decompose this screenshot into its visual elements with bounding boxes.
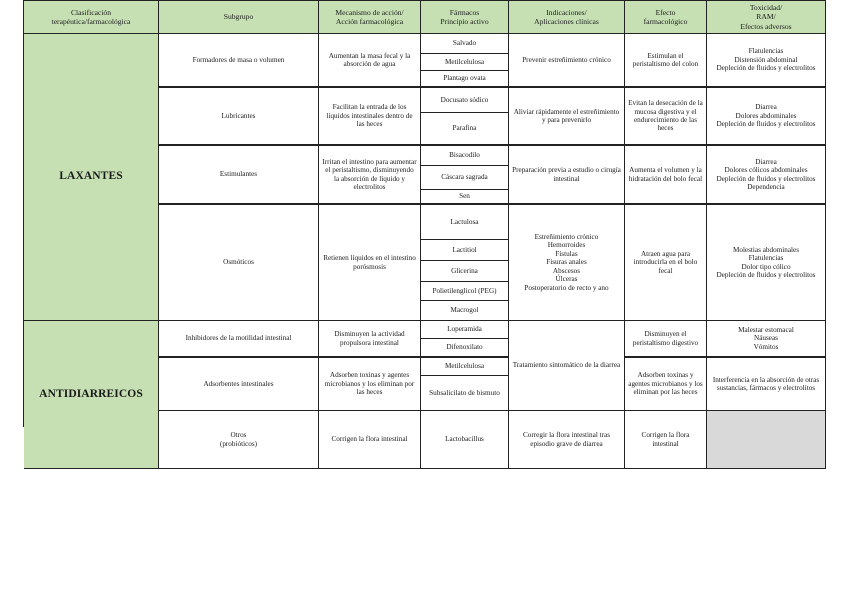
- toxicity-lubricantes: Diarrea Dolores abdominales Depleción de fluidos y electrolitos: [707, 88, 826, 146]
- indication-estimulantes: Preparación previa a estudio o cirugía intestinal: [509, 146, 625, 205]
- indication-otros: Corregir la flora intestinal tras episodio grave de diarrea: [509, 411, 625, 469]
- indication-lubricantes: Aliviar rápidamente el estreñimiento y para prevenirlo: [509, 88, 625, 146]
- header-effect: Efecto farmacológico: [625, 1, 707, 34]
- mechanism-masa: Aumentan la masa fecal y la absorción de agua: [319, 34, 421, 88]
- toxicity-masa: Flatulencias Distensión abdominal Depleción de fluidos y electrolitos: [707, 34, 826, 88]
- subgroup-osmoticos: Osmóticos: [159, 205, 319, 321]
- drug-cell: Macrogol: [421, 301, 509, 321]
- mechanism-osmoticos: Retienen líquidos en el intestino porósmosis: [319, 205, 421, 321]
- drug-cell: Metilcelulosa: [421, 54, 509, 71]
- header-mechanism: Mecanismo de acción/ Acción farmacológica: [319, 1, 421, 34]
- effect-otros: Corrigen la flora intestinal: [625, 411, 707, 469]
- drug-cell: Glicerina: [421, 261, 509, 282]
- drug-cell: Polietilenglicol (PEG): [421, 282, 509, 301]
- header-indications: Indicaciones/ Aplicaciones clínicas: [509, 1, 625, 34]
- effect-masa: Estimulan el peristaltismo del colon: [625, 34, 707, 88]
- toxicity-estimulantes: Diarrea Dolores cólicos abdominales Depleción de fluidos y electrolitos Dependencia: [707, 146, 826, 205]
- effect-motilidad: Disminuyen el peristaltismo digestivo: [625, 321, 707, 358]
- drug-cell: Parafina: [421, 113, 509, 146]
- header-classification: Clasificación terapéutica/farmacológica: [24, 1, 159, 34]
- effect-lubricantes: Evitan la desecación de la mucosa digestiva y el endurecimiento de las heces: [625, 88, 707, 146]
- header-subgroup: Subgrupo: [159, 1, 319, 34]
- subgroup-estimulantes: Estimulantes: [159, 146, 319, 205]
- indication-diarrea: Tratamiento sintomático de la diarrea: [509, 321, 625, 411]
- indication-masa: Prevenir estreñimiento crónico: [509, 34, 625, 88]
- drug-cell: Metilcelulosa: [421, 358, 509, 376]
- mechanism-otros: Corrigen la flora intestinal: [319, 411, 421, 469]
- effect-osmoticos: Atraen agua para introducirla en el bolo fecal: [625, 205, 707, 321]
- subgroup-masa: Formadores de masa o volumen: [159, 34, 319, 88]
- drug-cell: Lactobacillus: [421, 411, 509, 469]
- drug-cell: Plantago ovata: [421, 71, 509, 88]
- pharmacology-table: [23, 0, 826, 448]
- toxicity-osmoticos: Molestias abdominales Flatulencias Dolor tipo cólico Depleción de fluidos y electrolitos: [707, 205, 826, 321]
- mechanism-lubricantes: Facilitan la entrada de los líquidos intestinales dentro de las heces: [319, 88, 421, 146]
- subgroup-motilidad: Inhibidores de la motilidad intestinal: [159, 321, 319, 358]
- drug-cell: Lactulosa: [421, 205, 509, 240]
- header-toxicity: Toxicidad/ RAM/ Efectos adversos: [707, 1, 826, 34]
- mechanism-estimulantes: Irritan el intestino para aumentar el peristaltismo, disminuyendo la absorción de líquido y electrolitos: [319, 146, 421, 205]
- drug-cell: Cáscara sagrada: [421, 166, 509, 190]
- category-antidiarreicos: ANTIDIARREICOS: [24, 321, 159, 469]
- toxicity-adsorbentes: Interferencia en la absorción de otras sustancias, fármacos y electrolitos: [707, 358, 826, 411]
- drug-cell: Salvado: [421, 34, 509, 54]
- drug-cell: Difenoxilato: [421, 339, 509, 358]
- effect-adsorbentes: Adsorben toxinas y agentes microbianos y los eliminan por las heces: [625, 358, 707, 411]
- header-drugs: Fármacos Principio activo: [421, 1, 509, 34]
- toxicity-otros-empty: [707, 411, 826, 469]
- subgroup-otros: Otros (probióticos): [159, 411, 319, 469]
- drug-cell: Loperamida: [421, 321, 509, 339]
- indication-osmoticos: Estreñimiento crónico Hemorroides Fístulas Fisuras anales Abscesos Úlceras Postoperatorio de recto y ano: [509, 205, 625, 321]
- toxicity-motilidad: Malestar estomacal Náuseas Vómitos: [707, 321, 826, 358]
- subgroup-lubricantes: Lubricantes: [159, 88, 319, 146]
- category-laxantes: LAXANTES: [24, 34, 159, 321]
- subgroup-adsorbentes: Adsorbentes intestinales: [159, 358, 319, 411]
- drug-cell: Bisacodilo: [421, 146, 509, 166]
- effect-estimulantes: Aumenta el volumen y la hidratación del bolo fecal: [625, 146, 707, 205]
- drug-cell: Lactitiol: [421, 240, 509, 261]
- drug-cell: Sen: [421, 190, 509, 205]
- drug-cell: Docusato sódico: [421, 88, 509, 113]
- mechanism-adsorbentes: Adsorben toxinas y agentes microbianos y los eliminan por las heces: [319, 358, 421, 411]
- drug-cell: Subsalicilato de bismuto: [421, 376, 509, 411]
- mechanism-motilidad: Disminuyen la actividad propulsora intestinal: [319, 321, 421, 358]
